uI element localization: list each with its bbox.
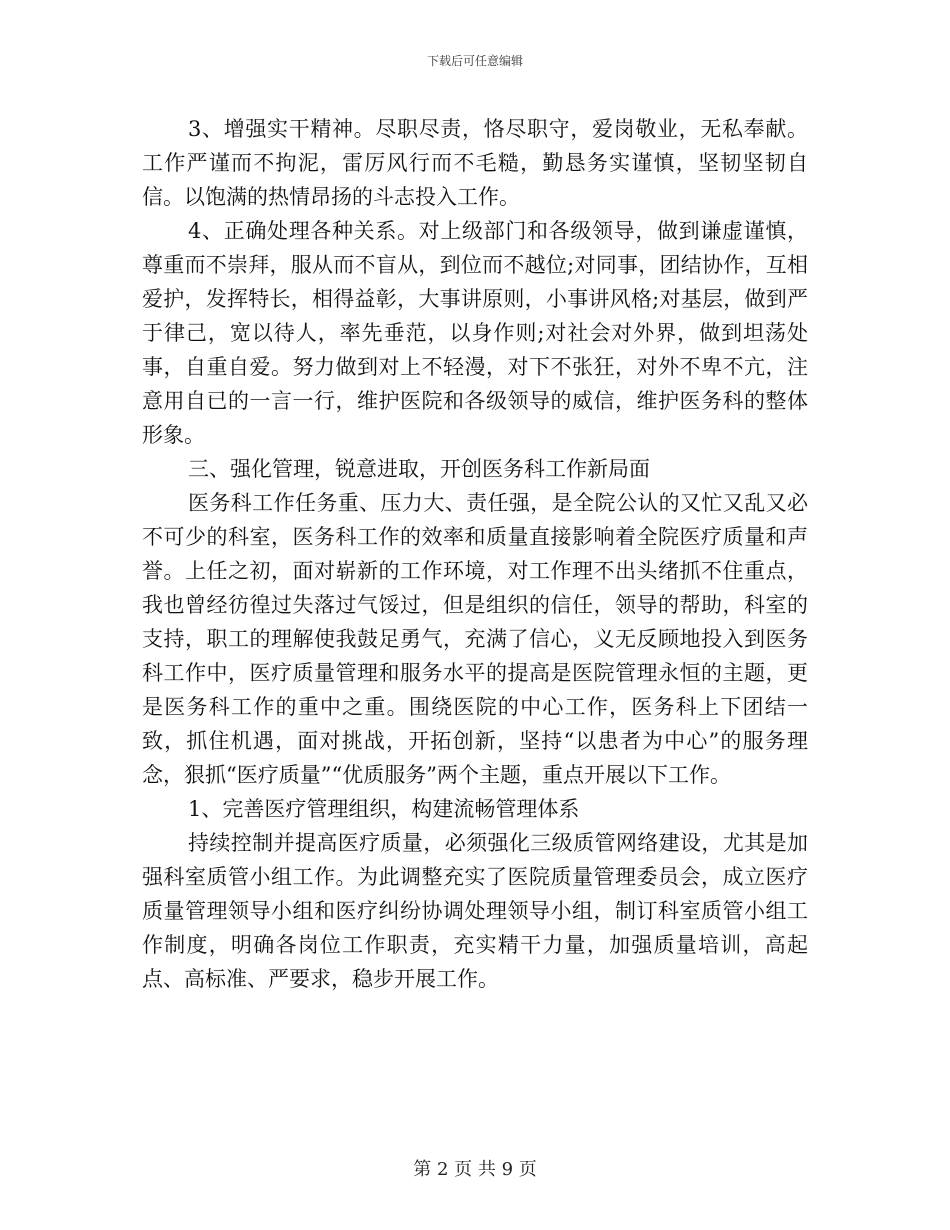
paragraph-medical-affairs-overview: 医务科工作任务重、压力大、责任强，是全院公认的又忙又乱又必不可少的科室，医务科工作的效率和质量直接影响着全院医疗质量和声誉。上任之初，面对崭新的工作环境，对工作理不出头绪抓不住重点，我也曾经彷徨过失落过气馁过，但是组织的信任，领导的帮助，科室的支持，职工的理解使我鼓足勇气，充满了信心，义无反顾地投入到医务科工作中，医疗质量管理和服务水平的提高是医院管理永恒的主题，更是医务科工作的重中之重。围绕医院的中心工作，医务科上下团结一致，抓住机遇，面对挑战，开拓创新，坚持“以患者为中心”的服务理念，狠抓“医疗质量”“优质服务”两个主题，重点开展以下工作。	[142, 491, 808, 787]
document-body	[142, 112, 808, 996]
section-heading-management: 三、强化管理，锐意进取，开创医务科工作新局面	[188, 457, 650, 481]
paragraph-dedication: 3、增强实干精神。尽职尽责，恪尽职守，爱岗敬业，无私奉献。工作严谨而不拘泥，雷厉风行而不毛糙，勤恳务实谨慎，坚韧坚韧自信。以饱满的热情昂扬的斗志投入工作。	[142, 117, 808, 209]
subheading-management-organization: 1、完善医疗管理组织，构建流畅管理体系	[188, 797, 580, 821]
page-header: 下载后可任意编辑	[426, 54, 523, 68]
paragraph-relationships: 4、正确处理各种关系。对上级部门和各级领导，做到谦虚谨慎，尊重而不崇拜，服从而不盲从，到位而不越位;对同事，团结协作，互相爱护，发挥特长，相得益彰，大事讲原则，小事讲风格;对基层，做到严于律己，宽以待人，率先垂范，以身作则;对社会对外界，做到坦荡处事，自重自爱。努力做到对上不轻漫，对下不张狂，对外不卑不亢，注意用自已的一言一行，维护医院和各级领导的威信，维护医务科的整体形象。	[142, 219, 808, 447]
paragraph-quality-control: 持续控制并提高医疗质量，必须强化三级质管网络建设，尤其是加强科室质管小组工作。为此调整充实了医院质量管理委员会，成立医疗质量管理领导小组和医疗纠纷协调处理领导小组，制订科室质管小组工作制度，明确各岗位工作职责，充实精干力量，加强质量培训，高起点、高标准、严要求，稳步开展工作。	[142, 831, 808, 991]
page-number: 第 2 页 共 9 页	[413, 1159, 537, 1180]
